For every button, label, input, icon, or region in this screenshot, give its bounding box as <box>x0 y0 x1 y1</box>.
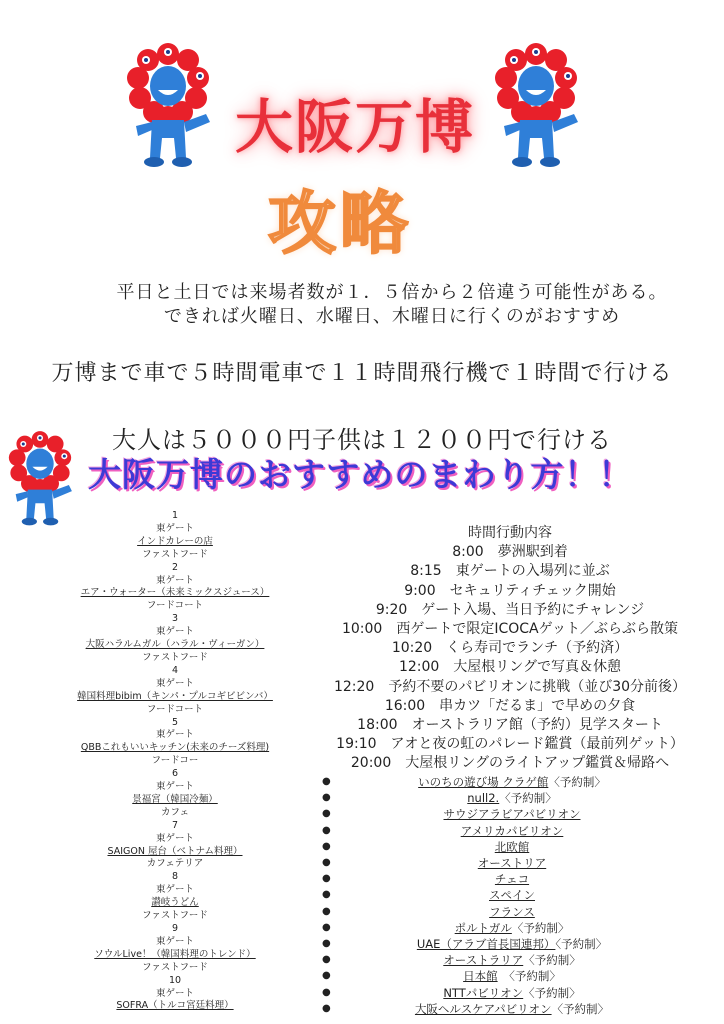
schedule-item: 10:00 西ゲートで限定ICOCAゲット／ぶらぶら散策 <box>341 621 679 638</box>
restaurant-number: 8 <box>171 871 179 883</box>
restaurant-item <box>60 613 290 665</box>
pavilion-link[interactable]: フランス <box>489 904 535 919</box>
pavilion-entry <box>342 936 712 952</box>
restaurant-item <box>60 923 290 975</box>
restaurant-name[interactable]: 景福宮（韓国冷麺） <box>132 793 218 805</box>
pavilion-item <box>322 871 712 887</box>
pavilion-link[interactable]: null2. <box>467 791 500 806</box>
pavilion-item <box>322 1001 712 1017</box>
restaurant-item <box>60 717 290 769</box>
pavilion-link[interactable]: 日本館 <box>463 969 498 984</box>
schedule-list <box>300 524 720 774</box>
restaurant-type: フードコー <box>151 755 199 767</box>
pavilion-link[interactable]: NTTパビリオン <box>443 985 524 1000</box>
restaurant-type: ファストフード <box>142 651 208 663</box>
restaurant-gate: 東ゲート <box>155 832 194 844</box>
pavilion-entry <box>342 1001 712 1017</box>
schedule-item: 18:00 オーストラリア館（予約）見学スタート <box>357 717 663 734</box>
pavilion-link[interactable]: スペイン <box>489 888 535 903</box>
schedule-item: 9:00 セキュリティチェック開始 <box>404 582 616 599</box>
restaurant-gate: 東ゲート <box>155 677 194 689</box>
restaurant-gate: 東ゲート <box>155 987 194 999</box>
bullet-icon: ● <box>322 954 331 966</box>
pavilion-entry <box>342 839 712 855</box>
bullet-icon: ● <box>322 840 331 852</box>
restaurant-number: 6 <box>171 768 179 780</box>
pavilion-entry <box>342 985 712 1001</box>
restaurant-type: カフェ <box>160 806 190 818</box>
route-heading: 大阪万博のおすすめのまわり方！！ <box>88 455 633 494</box>
restaurant-list <box>60 510 290 1013</box>
pavilion-link[interactable]: いのちの遊び場 クラゲ館 <box>418 775 549 789</box>
pavilion-link[interactable]: オーストリア <box>477 856 547 871</box>
pavilion-link[interactable]: 大阪ヘルスケアパビリオン <box>414 1001 552 1016</box>
restaurant-name[interactable]: エア・ウォーター（未来ミックスジュース） <box>80 587 270 599</box>
pavilion-reservation-note: 〈予約制〉 <box>551 1001 610 1016</box>
pavilion-entry <box>342 887 712 903</box>
restaurant-number: 3 <box>171 613 179 625</box>
pavilion-item <box>322 790 712 806</box>
schedule-item: 20:00 大屋根リングのライトアップ鑑賞＆帰路へ <box>350 755 670 772</box>
restaurant-gate: 東ゲート <box>155 626 194 638</box>
pavilion-link[interactable]: UAE（アラブ首長国連邦） <box>416 937 556 952</box>
restaurant-item <box>60 562 290 614</box>
restaurant-item <box>60 665 290 717</box>
pavilion-entry <box>342 968 712 984</box>
pavilion-item <box>322 985 712 1001</box>
restaurant-item <box>60 871 290 923</box>
restaurant-type: フードコート <box>146 703 204 715</box>
pavilion-entry <box>342 952 712 968</box>
pavilion-item <box>322 920 712 936</box>
restaurant-type: ファストフード <box>142 961 208 973</box>
pavilion-link[interactable]: チェコ <box>494 872 530 887</box>
schedule-item: 19:10 アオと夜の虹のパレード鑑賞（最前列ゲット） <box>336 736 684 753</box>
pavilion-item <box>322 887 712 903</box>
schedule-heading: 時間行動内容 <box>468 525 552 541</box>
restaurant-gate: 東ゲート <box>155 729 194 741</box>
transport-info: 万博まで車で５時間電車で１１時間飛行機で１時間で行ける <box>51 361 673 386</box>
ticket-price-text: 大人は５０００円子供は１２００円で行ける <box>112 426 612 454</box>
schedule-item: 10:20 くら寿司でランチ（予約済） <box>391 640 629 657</box>
schedule-item: 8:15 東ゲートの入場列に並ぶ <box>410 563 610 580</box>
bullet-icon: ● <box>322 857 331 869</box>
page-subtitle: 攻略 <box>267 185 412 264</box>
pavilion-item <box>322 968 712 984</box>
intro-line-1: 平日と土日では来場者数が１．５倍から２倍違う可能性がある。 <box>116 282 668 303</box>
pavilion-item <box>322 936 712 952</box>
pavilion-list <box>322 774 712 1017</box>
bullet-icon: ● <box>322 776 331 787</box>
pavilion-link[interactable]: オーストラリア <box>443 953 524 968</box>
restaurant-number: 7 <box>171 819 179 831</box>
pavilion-reservation-note: 〈予約制〉 <box>499 791 557 806</box>
pavilion-item <box>322 904 712 920</box>
restaurant-gate: 東ゲート <box>155 884 194 896</box>
restaurant-gate: 東ゲート <box>155 522 194 534</box>
pavilion-link[interactable]: ポルトガル <box>454 920 512 935</box>
pavilion-reservation-note: 〈予約制〉 <box>523 953 581 968</box>
bullet-icon: ● <box>322 905 331 917</box>
pavilion-item <box>322 774 712 790</box>
pavilion-reservation-note: 〈予約制〉 <box>497 969 561 984</box>
bullet-icon: ● <box>322 824 331 836</box>
bullet-icon: ● <box>322 1002 331 1014</box>
restaurant-type: カフェテリア <box>146 858 204 870</box>
pavilion-entry <box>342 871 712 887</box>
restaurant-name[interactable]: SOFRA（トルコ宮廷料理） <box>116 1000 234 1012</box>
restaurant-type: ファストフード <box>142 548 208 560</box>
restaurant-gate: 東ゲート <box>155 781 194 793</box>
pavilion-reservation-note: 〈予約制〉 <box>555 937 608 952</box>
bullet-icon: ● <box>322 873 331 885</box>
restaurant-gate: 東ゲート <box>155 574 194 586</box>
bullet-icon: ● <box>322 986 331 998</box>
schedule-item: 12:00 大屋根リングで写真＆休憩 <box>398 659 622 676</box>
intro-line-2: できれば火曜日、水曜日、木曜日に行くのがおすすめ <box>163 306 621 327</box>
restaurant-name[interactable]: QBBこれもいいキッチン(未来のチーズ料理) <box>80 742 270 754</box>
mascot-illustration <box>486 40 586 180</box>
bullet-icon: ● <box>322 921 331 933</box>
bullet-icon: ● <box>322 792 331 804</box>
restaurant-name[interactable]: 韓国料理bibim（キンパ・プルコギビビンバ） <box>77 690 273 702</box>
restaurant-number: 4 <box>171 664 179 676</box>
restaurant-type: ファストフード <box>142 910 208 922</box>
pavilion-link[interactable]: サウジアラビアパビリオン <box>443 807 581 822</box>
mascot-illustration <box>118 40 218 180</box>
page-title: 大阪万博 <box>234 93 475 161</box>
pavilion-link[interactable]: アメリカパビリオン <box>460 823 564 838</box>
restaurant-number: 9 <box>171 923 179 934</box>
schedule-item: 9:20 ゲート入場、当日予約にチャレンジ <box>375 601 645 618</box>
pavilion-item <box>322 806 712 822</box>
pavilion-entry <box>342 790 712 806</box>
pavilion-entry <box>342 904 712 920</box>
restaurant-number: 1 <box>171 510 179 521</box>
restaurant-item <box>60 975 290 1014</box>
pavilion-entry <box>342 823 712 839</box>
bullet-icon: ● <box>322 889 331 901</box>
restaurant-item <box>60 820 290 872</box>
restaurant-name[interactable]: インドカレーの店 <box>137 535 213 547</box>
restaurant-name[interactable]: 讃岐うどん <box>151 897 199 909</box>
restaurant-name[interactable]: ソウルLive！（韓国料理のトレンド） <box>94 948 256 960</box>
pavilion-entry <box>342 806 712 822</box>
pavilion-entry <box>342 774 712 790</box>
restaurant-type: フードコート <box>146 600 204 612</box>
bullet-icon: ● <box>322 808 331 820</box>
restaurant-name[interactable]: 大阪ハラルムガル（ハラル・ヴィーガン） <box>85 639 265 651</box>
restaurant-number: 2 <box>171 561 179 573</box>
pavilion-reservation-note: 〈予約制〉 <box>511 920 570 935</box>
bullet-icon: ● <box>322 938 331 950</box>
pavilion-item <box>322 823 712 839</box>
pavilion-item <box>322 839 712 855</box>
pavilion-reservation-note: 〈予約制〉 <box>548 775 606 789</box>
restaurant-number: 5 <box>171 716 179 728</box>
pavilion-item <box>322 952 712 968</box>
restaurant-gate: 東ゲート <box>155 935 194 947</box>
restaurant-name[interactable]: SAIGON 屋台（ベトナム料理） <box>107 845 243 857</box>
pavilion-link[interactable]: 北欧館 <box>494 839 530 854</box>
schedule-item: 12:20 予約不要のパビリオンに挑戦（並び30分前後） <box>333 678 687 695</box>
restaurant-item <box>60 510 290 562</box>
schedule-item: 8:00 夢洲駅到着 <box>452 544 568 561</box>
schedule-item: 16:00 串カツ「だるま」で早めの夕食 <box>384 697 636 714</box>
restaurant-number: 10 <box>168 974 182 986</box>
bullet-icon: ● <box>322 970 331 982</box>
pavilion-entry <box>342 920 712 936</box>
pavilion-reservation-note: 〈予約制〉 <box>523 985 581 1000</box>
pavilion-entry <box>342 855 712 871</box>
pavilion-item <box>322 855 712 871</box>
restaurant-item <box>60 768 290 820</box>
